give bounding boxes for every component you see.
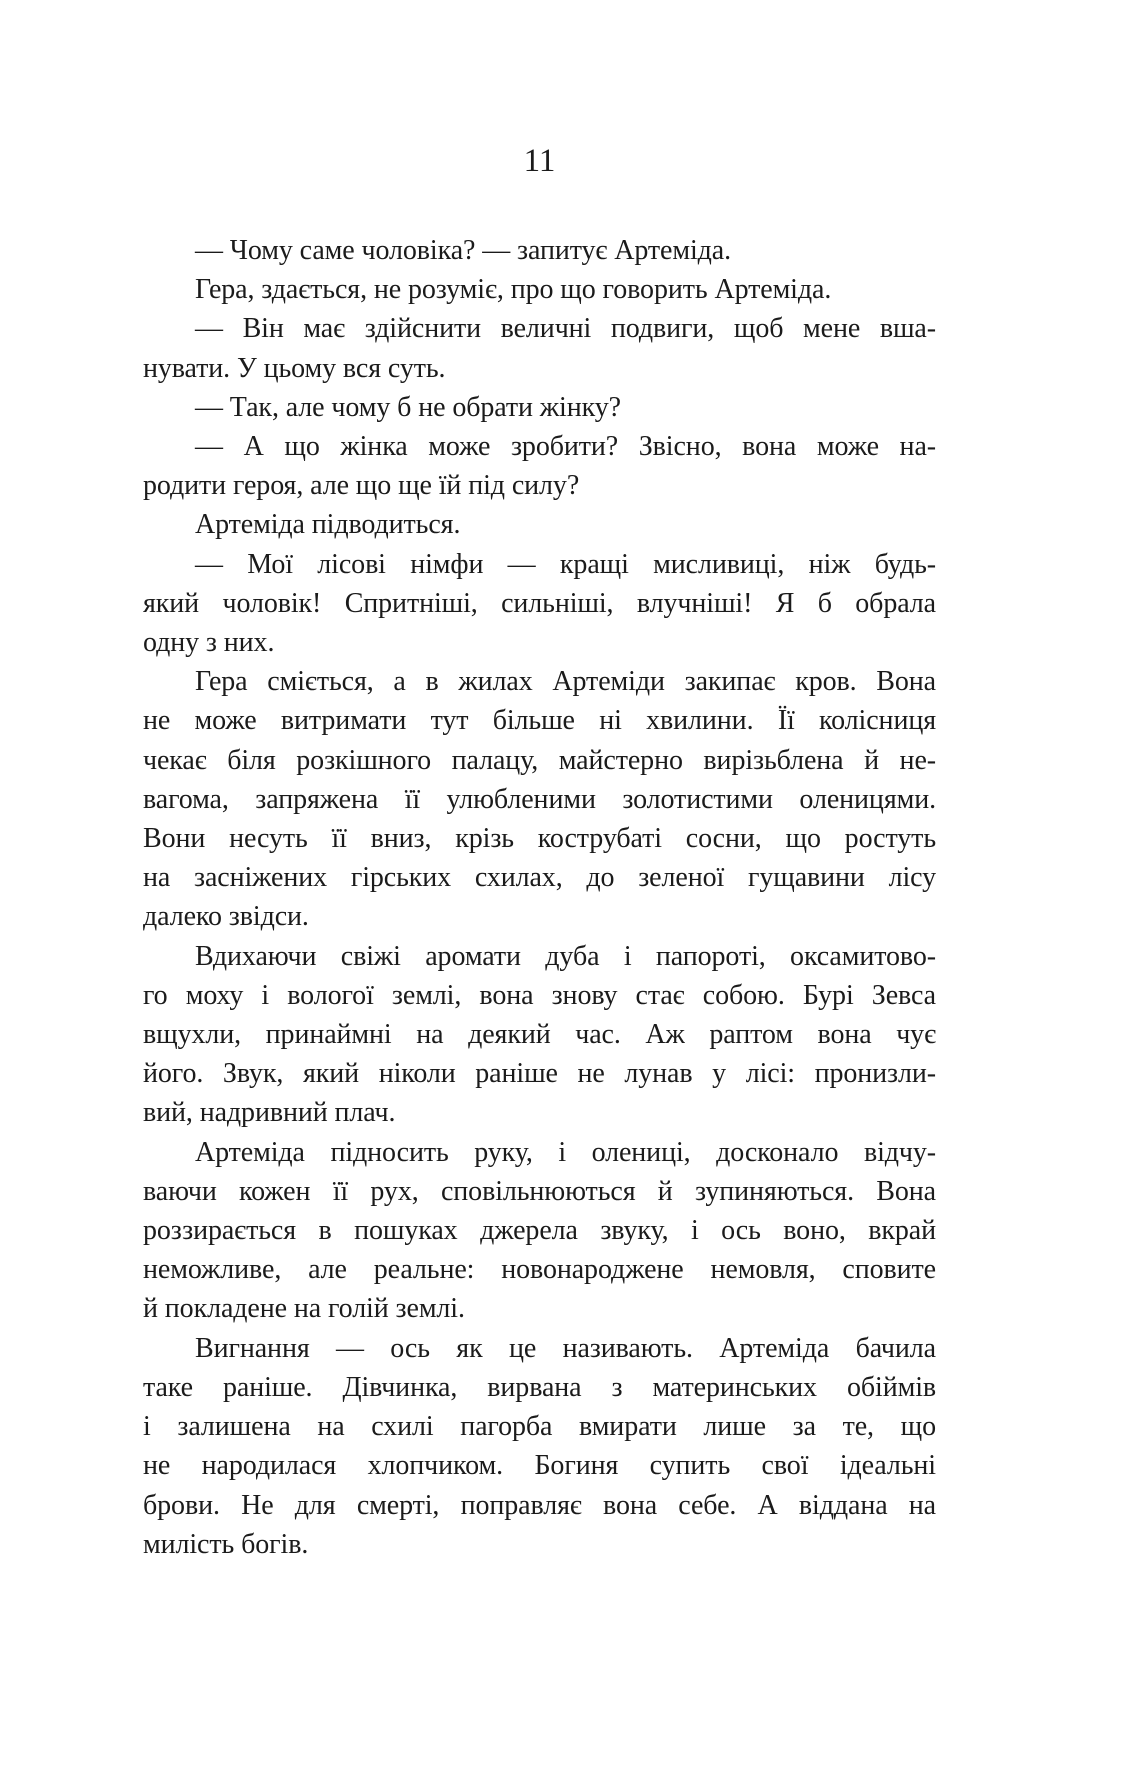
text-line: його. Звук, який ніколи раніше не лунав у лісі: пронизли- [143,1058,936,1090]
text-line: — Так, але чому б не обрати жінку? [195,391,621,423]
text-line: — А що жінка може зробити? Звісно, вона може на- [195,431,936,463]
text-line: вий, надривний плач. [143,1097,396,1129]
text-line: таке раніше. Дівчинка, вирвана з материнських обіймів [143,1371,936,1403]
text-line: далеко звідси. [143,901,309,933]
paragraph [143,231,936,270]
text-line: чекає біля розкішного палацу, майстерно вирізьблена й не- [143,744,936,776]
paragraph [143,1329,936,1564]
text-line: — Чому саме чоловіка? — запитує Артеміда. [195,235,732,266]
text-line: нувати. У цьому вся суть. [143,352,446,384]
paragraph [143,937,936,1133]
text-line: Артеміда підносить руку, і олениці, досконало відчу- [195,1136,936,1168]
text-line: на засніжених гірських схилах, до зеленої гущавини лісу [143,862,936,894]
paragraph [143,388,936,427]
text-line: вщухли, принаймні на деякий час. Аж раптом вона чує [143,1019,936,1051]
text-line: неможливе, але реальне: новонароджене немовля, сповите [143,1254,936,1286]
text-line: — Він має здійснити величні подвиги, щоб мене вша- [195,313,936,345]
text-line: родити героя, але що ще їй під силу? [143,470,580,502]
text-line: го моху і вологої землі, вона знову стає собою. Бурі Зевса [143,979,936,1011]
page-number: 11 [523,143,556,179]
text-line: Артеміда підводиться. [195,509,461,541]
paragraph [143,270,936,309]
text-line: й покладене на голій землі. [143,1293,465,1325]
page-text [143,231,936,1564]
text-line: Гера сміється, а в жилах Артеміди закипає кров. Вона [195,666,936,698]
text-line: і залишена на схилі пагорба вмирати лише за те, що [143,1411,936,1443]
text-line: який чоловік! Спритніші, сильніші, влучніші! Я б обрала [143,587,936,619]
text-line: милість богів. [143,1528,309,1560]
text-line: роззирається в пошуках джерела звуку, і ось воно, вкрай [143,1215,936,1247]
text-line: ваючи кожен її рух, сповільнюються й зупиняються. Вона [143,1175,936,1207]
paragraph [143,545,936,663]
text-line: не народилася хлопчиком. Богиня супить свої ідеальні [143,1450,936,1482]
text-line: Вигнання — ось як це називають. Артеміда бачила [195,1332,936,1364]
paragraph [143,1133,936,1329]
text-line: Гера, здається, не розуміє, про що говорить Артеміда. [195,274,832,306]
text-line: не може витримати тут більше ні хвилини. Її колісниця [143,705,936,737]
paragraph [143,662,936,936]
text-line: брови. Не для смерті, поправляє вона себе. А віддана на [143,1489,936,1521]
text-line: одну з них. [143,627,275,659]
text-line: — Мої лісові німфи — кращі мисливиці, ніж будь- [195,548,936,580]
text-line: Вдихаючи свіжі аромати дуба і папороті, оксамитово- [195,940,936,972]
text-line: вагома, запряжена її улюбленими золотистими оленицями. [143,783,936,815]
paragraph [143,427,936,505]
paragraph [143,309,936,387]
paragraph [143,505,936,544]
text-line: Вони несуть її вниз, крізь кострубаті сосни, що ростуть [143,823,936,855]
